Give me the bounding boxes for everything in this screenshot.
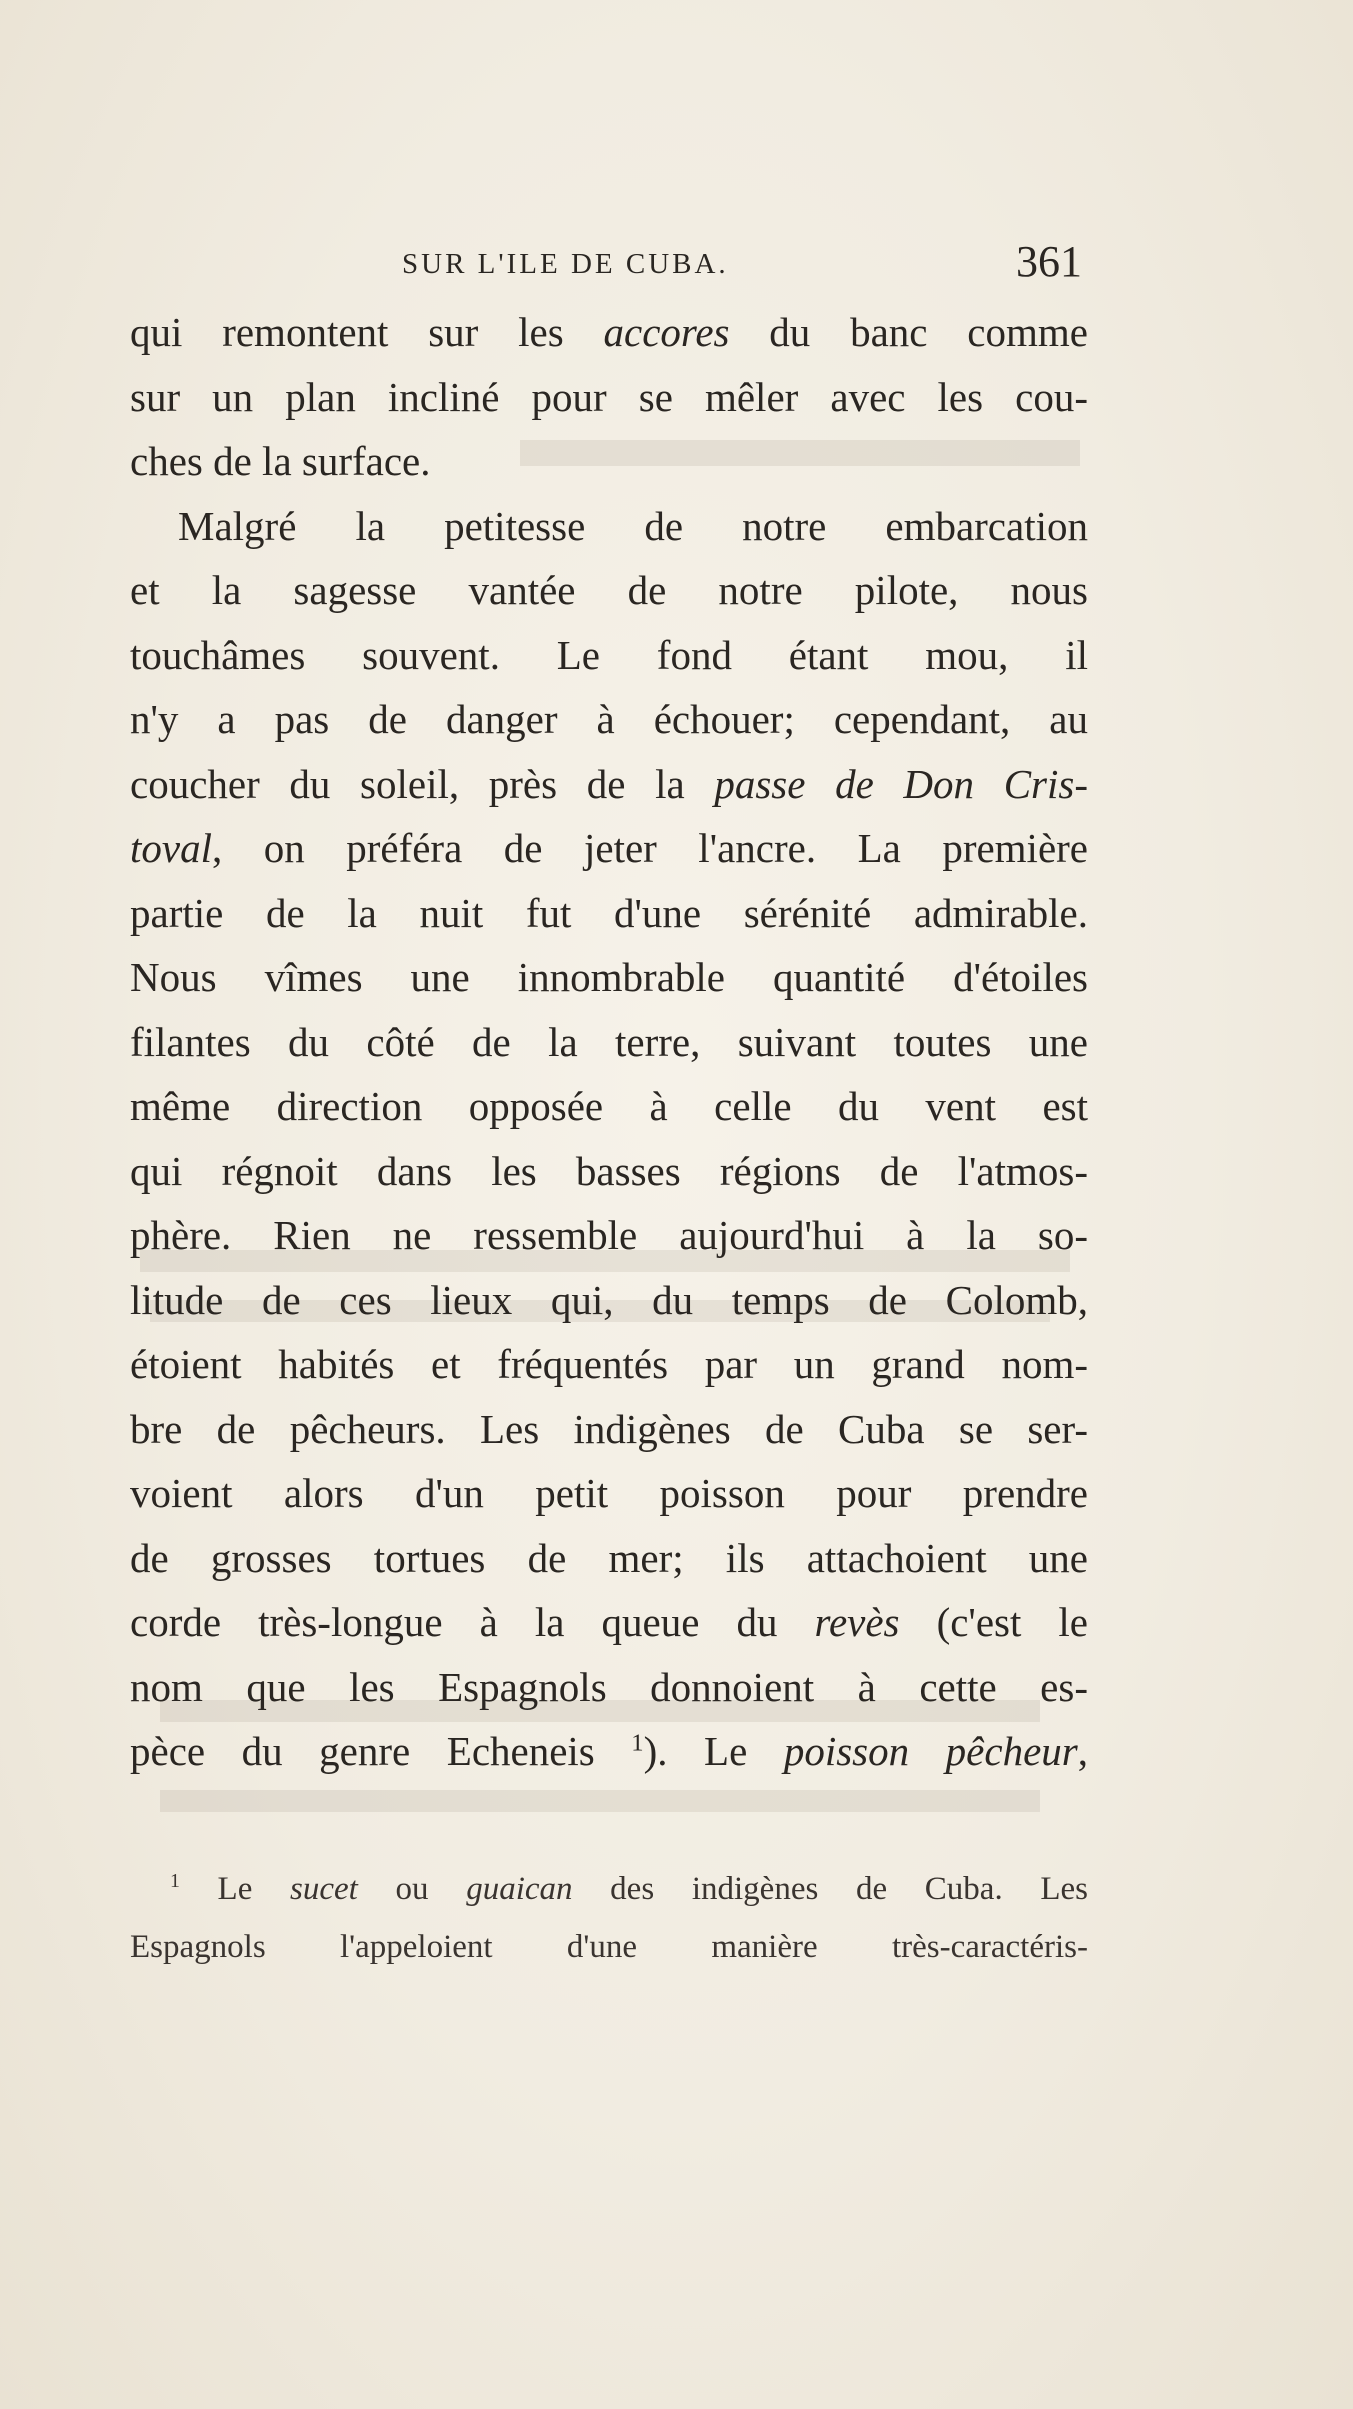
text-run: , on préféra de jeter l'ancre. La première (211, 825, 1088, 871)
text-run: phère. Rien ne ressemble aujourd'hui à la so- (130, 1212, 1088, 1258)
text-run: même direction opposée à celle du vent est (130, 1083, 1088, 1129)
italic-text: passe de Don Cris- (714, 760, 1088, 807)
text-line (130, 1268, 1088, 1333)
text-line (130, 1461, 1088, 1526)
text-run: nom que les Espagnols donnoient à cette es- (130, 1663, 1088, 1710)
text-run: partie de la nuit fut d'une sérénité admirable. (130, 889, 1088, 936)
body-text (130, 300, 1088, 1784)
text-run: n'y a pas de danger à échouer; cependant, au (130, 696, 1088, 742)
text-line (130, 1526, 1088, 1591)
text-run: touchâmes souvent. Le fond étant mou, il (130, 631, 1088, 678)
text-run: du banc comme (729, 309, 1088, 355)
footnote-block (130, 1860, 1088, 1976)
text-line (130, 945, 1088, 1010)
text-line (130, 429, 1088, 494)
text-run: et la sagesse vantée de notre pilote, nous (130, 567, 1088, 613)
text-line (130, 1139, 1088, 1204)
footnote-marker: 1 (631, 1729, 644, 1757)
text-run: qui régnoit dans les basses régions de l'atmos- (130, 1147, 1088, 1194)
text-run: pèce du genre Echeneis (130, 1728, 632, 1774)
text-run: Le (179, 1871, 291, 1907)
italic-text: revès (814, 1599, 900, 1645)
text-run: (c'est le (899, 1599, 1089, 1645)
page-number: 361 (1016, 237, 1082, 286)
text-line (130, 1397, 1088, 1462)
text-line (130, 558, 1088, 623)
text-run: de grosses tortues de mer; ils attachoient une (130, 1534, 1088, 1581)
text-line (130, 1332, 1088, 1397)
italic-text: toval (130, 825, 212, 871)
text-line (130, 816, 1088, 881)
text-line (130, 300, 1088, 365)
text-run: litude de ces lieux qui, du temps de Colomb, (130, 1276, 1088, 1323)
text-run: ches de la surface. (130, 438, 431, 484)
text-line (130, 623, 1088, 688)
text-run: ). Le (643, 1728, 784, 1774)
footnote-line (130, 1860, 1088, 1918)
text-line (130, 1010, 1088, 1075)
text-line (130, 687, 1088, 752)
text-run: Nous vîmes une innombrable quantité d'étoiles (130, 954, 1088, 1000)
text-run: étoient habités et fréquentés par un grand nom- (130, 1341, 1088, 1387)
text-run: ou (357, 1871, 467, 1907)
text-line (130, 1655, 1088, 1720)
footnote-marker: 1 (170, 1870, 180, 1892)
text-line (130, 881, 1088, 946)
footnote-line (130, 1918, 1088, 1976)
text-run: coucher du soleil, près de la (130, 760, 715, 807)
page-header (130, 237, 1088, 292)
text-run: bre de pêcheurs. Les indigènes de Cuba se ser- (130, 1405, 1088, 1452)
italic-text: poisson pêcheur (783, 1728, 1078, 1774)
text-line (130, 1074, 1088, 1139)
running-head: SUR L'ILE DE CUBA. (402, 248, 729, 280)
text-line (130, 1719, 1088, 1784)
text-run: qui remontent sur les (130, 309, 604, 355)
italic-text: guaican (466, 1871, 573, 1907)
text-line (130, 1203, 1088, 1268)
text-run: Espagnols l'appeloient d'une manière très-caractéris- (130, 1929, 1088, 1965)
text-run: , (1077, 1728, 1088, 1774)
text-line (130, 494, 1088, 559)
text-line (130, 1590, 1088, 1655)
text-run: sur un plan incliné pour se mêler avec les cou- (130, 373, 1088, 420)
text-line (130, 365, 1088, 430)
italic-text: sucet (290, 1871, 358, 1907)
text-run: Malgré la petitesse de notre embarcation (178, 502, 1088, 549)
text-run: corde très-longue à la queue du (130, 1599, 815, 1645)
text-run: filantes du côté de la terre, suivant toutes une (130, 1018, 1088, 1065)
text-line (130, 752, 1088, 817)
italic-text: accores (603, 309, 730, 355)
text-run: voient alors d'un petit poisson pour prendre (130, 1470, 1088, 1516)
text-run: des indigènes de Cuba. Les (572, 1871, 1089, 1907)
